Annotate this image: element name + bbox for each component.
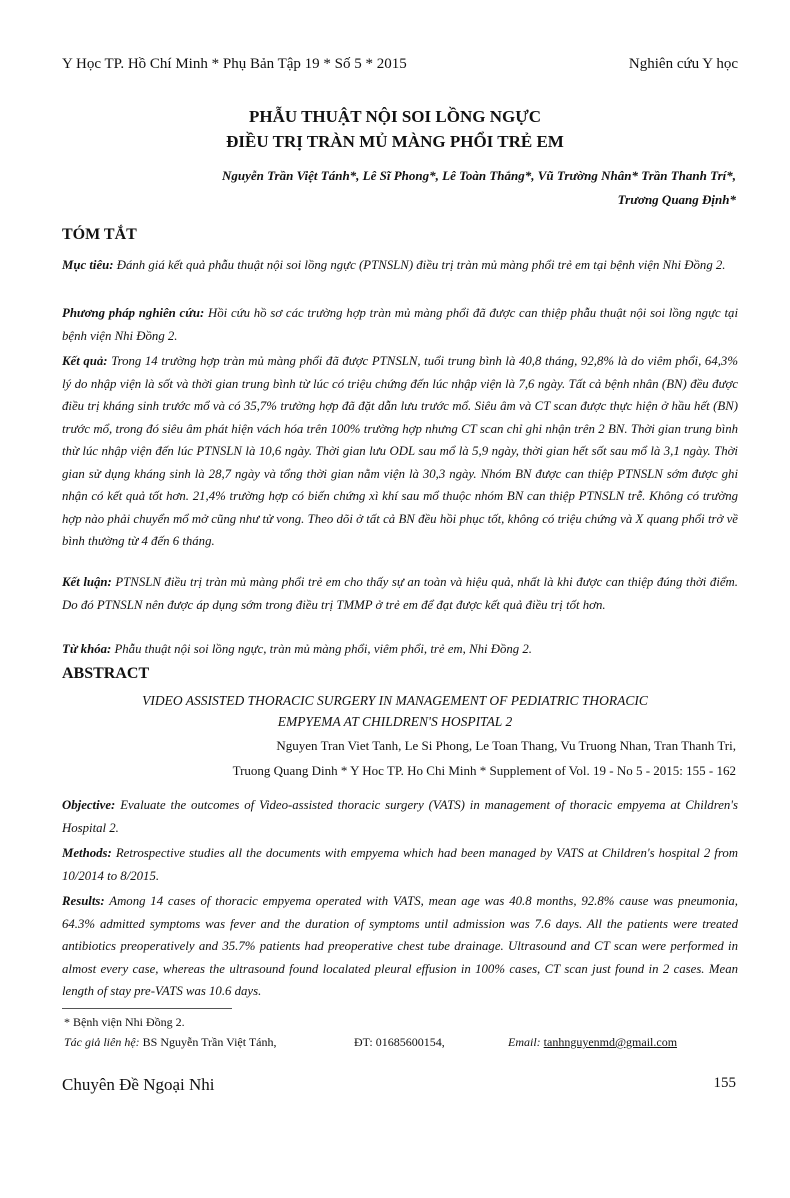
text-methods: Retrospective studies all the documents with empyema which had been managed by VATS at Children's hospital 2 from 10/2014 to 8/2015. xyxy=(62,846,739,883)
label-results: Results: xyxy=(62,894,105,908)
footnote-email-group xyxy=(508,1035,677,1050)
text-tu-khoa: Phẫu thuật nội soi lồng ngực, tràn mủ màng phổi, viêm phổi, trẻ em, Nhi Đồng 2. xyxy=(114,642,532,656)
running-footer-section: Chuyên Đề Ngoại Nhi xyxy=(62,1075,215,1094)
text-ket-luan: PTNSLN điều trị tràn mủ màng phổi trẻ em cho thấy sự an toàn và hiệu quả, nhất là khi được can thiệp đúng thời điểm. Do đó PTNSLN nên được áp dụng sớm trong điều trị TMMP ở trẻ em để đạt được kết quả điều trị tốt hơn. xyxy=(62,575,738,612)
text-phuong-phap: Hồi cứu hồ sơ các trường hợp tràn mủ màng phổi đã được can thiệp phẫu thuật nội soi lồng ngực tại bệnh viện Nhi Đồng 2. xyxy=(62,306,739,343)
abstract-authors-line1: Nguyen Tran Viet Tanh, Le Si Phong, Le Toan Thang, Vu Truong Nhan, Tran Thanh Tri, xyxy=(276,738,736,753)
label-ket-qua: Kết quả: xyxy=(62,354,108,368)
abstract-title-line2: EMPYEMA AT CHILDREN'S HOSPITAL 2 xyxy=(277,714,513,729)
footnote-contact xyxy=(64,1035,744,1050)
paper-title-line1: PHẪU THUẬT NỘI SOI LỒNG NGỰC xyxy=(248,107,542,126)
paragraph-ket-qua xyxy=(62,350,738,553)
paragraph-tu-khoa xyxy=(62,638,738,661)
text-ket-qua: Trong 14 trường hợp tràn mủ màng phổi đã được PTNSLN, tuổi trung bình là 40,8 tháng, 92,8% là do viêm phổi, 64,3% lý do nhập viện là sốt và thời gian trung bình từ lúc có triệu chứng đến lúc nhập viện là 7,6 ngày. Tất cả bệnh nhân (BN) đều được điều trị kháng sinh trước mổ và có 35,7% trường hợp đã đặt dẫn lưu trước mổ. Siêu âm và CT scan được thực hiện ở hầu hết (BN) trước mổ, trong đó siêu âm phát hiện vách hóa trên 100% trường hợp nhưng CT scan chỉ ghi nhận trên 2 BN. Thời gian trung bình thừ lúc nhập viện đến lúc PTNSLN là 10,6 ngày. Thời gian lưu ODL sau mổ là 5,9 ngày, thời gian hết sốt sau mổ là 3,1 ngày. Thời gian sử dụng kháng sinh là 28,7 ngày và tổng thời gian nằm viện là 30,3 ngày. Nhóm BN được can thiệp PTNSLN sớm được ghi nhận có kết quả tốt hơn. 21,4% trường hợp có biến chứng xì khí sau mổ thuộc nhóm BN can thiệp PTNSLN trễ. Không có trường hợp nào phải chuyển mổ mở cũng như tử vong. Theo dõi ở tất cả BN đều hồi phục tốt, không có triệu chứng và X quang phổi trở về bình thường từ 4 đến 6 tháng. xyxy=(62,354,738,548)
footnote-email-link[interactable]: tanhnguyenmd@gmail.com xyxy=(543,1035,678,1049)
author-list-line2: Trương Quang Định* xyxy=(617,192,736,207)
label-phuong-phap: Phương pháp nghiên cứu: xyxy=(62,306,205,320)
paper-title-line2: ĐIỀU TRỊ TRÀN MỦ MÀNG PHỔI TRẺ EM xyxy=(226,132,564,151)
text-objective: Evaluate the outcomes of Video-assisted thoracic surgery (VATS) in management of thoracic empyema at Children's Hospital 2. xyxy=(62,798,739,835)
footnote-phone: ĐT: 01685600154, xyxy=(354,1035,445,1049)
paragraph-methods xyxy=(62,842,738,887)
paragraph-muc-tieu xyxy=(62,254,738,277)
abstract-title-line1: VIDEO ASSISTED THORACIC SURGERY IN MANAGEMENT OF PEDIATRIC THORACIC xyxy=(142,693,648,708)
footnote-contact-label: Tác giả liên hệ: xyxy=(64,1035,140,1049)
footnote-contact-name: BS Nguyễn Trần Việt Tánh, xyxy=(142,1035,277,1049)
section-heading-abstract: ABSTRACT xyxy=(62,665,150,682)
label-muc-tieu: Mục tiêu: xyxy=(62,258,114,272)
footnote-email-label: Email: xyxy=(508,1035,541,1049)
page-number: 155 xyxy=(713,1075,736,1091)
footnote-divider xyxy=(62,1008,232,1009)
paragraph-phuong-phap xyxy=(62,302,738,347)
label-methods: Methods: xyxy=(62,846,112,860)
running-header-journal: Y Học TP. Hồ Chí Minh * Phụ Bản Tập 19 * Số 5 * 2015 xyxy=(62,56,407,72)
text-results: Among 14 cases of thoracic empyema operated with VATS, mean age was 40.8 months, 92.8% cause was pneumonia, 64.3% admitted symptoms was fever and the duration of symptoms until admission was 7.6 days. All the patients were treated antibiotics preoperatively and 35.7% patients had preoperative chest tube drainage. Ultrasound and CT scan were performed in almost every case, whereas the ultrasound found localated pleural effusion in 100% cases, CT scan just found in 2 cases. Mean length of stay pre-VATS was 10.6 days. xyxy=(62,894,738,998)
running-header-section: Nghiên cứu Y học xyxy=(628,56,738,72)
footnote-affiliation: * Bệnh viện Nhi Đồng 2. xyxy=(64,1015,185,1029)
label-objective: Objective: xyxy=(62,798,116,812)
paragraph-objective xyxy=(62,794,738,839)
section-heading-tomtat: TÓM TẮT xyxy=(62,226,137,243)
label-tu-khoa: Từ khóa: xyxy=(62,642,112,656)
author-list-line1: Nguyễn Trần Việt Tánh*, Lê Sĩ Phong*, Lê Toàn Thắng*, Vũ Trường Nhân* Trần Thanh Trí*, xyxy=(221,168,736,183)
text-muc-tieu: Đánh giá kết quả phẫu thuật nội soi lồng ngực (PTNSLN) điều trị tràn mủ màng phổi trẻ em tại bệnh viện Nhi Đồng 2. xyxy=(116,258,726,272)
paragraph-results xyxy=(62,890,738,1003)
abstract-citation-line: Truong Quang Dinh * Y Hoc TP. Ho Chi Minh * Supplement of Vol. 19 - No 5 - 2015: 155 - 162 xyxy=(232,763,736,778)
paragraph-ket-luan xyxy=(62,571,738,616)
label-ket-luan: Kết luận: xyxy=(62,575,112,589)
